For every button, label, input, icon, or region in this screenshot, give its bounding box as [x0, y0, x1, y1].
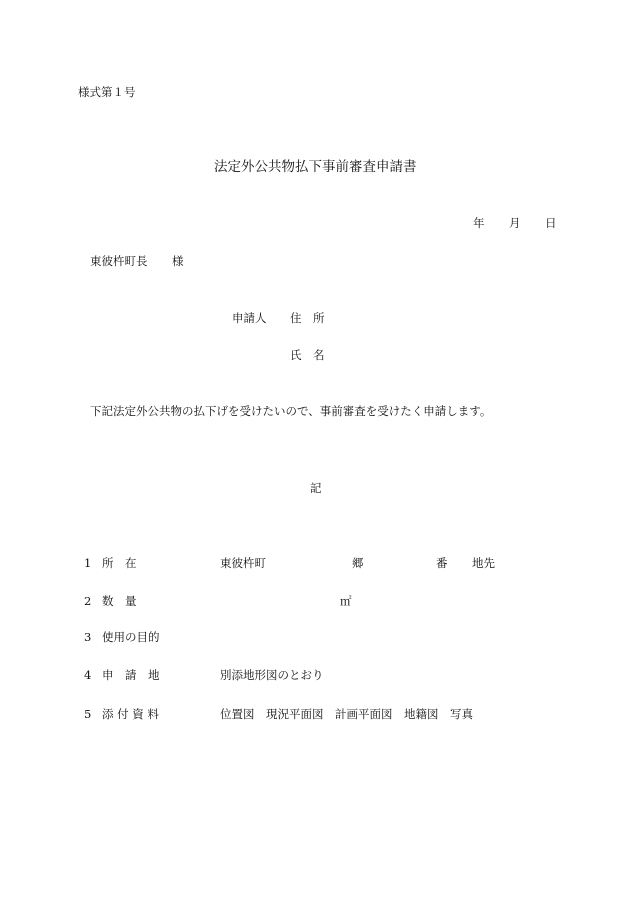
- request-statement: 下記法定外公共物の払下げを受けたいので、事前審査を受けたく申請します。: [90, 404, 492, 418]
- date-year-label: 年: [473, 216, 485, 230]
- date-month-label: 月: [509, 216, 521, 230]
- item-label-application-site: 申 請 地: [102, 668, 160, 682]
- document-title: 法定外公共物払下事前審査申請書: [214, 159, 417, 175]
- item-value-attachments: 位置図 現況平面図 計画平面図 地籍図 写真: [220, 707, 473, 721]
- item-value-town: 東彼杵町: [220, 556, 266, 570]
- item-go-label: 郷: [352, 556, 364, 570]
- item-value-application-site: 別添地形図のとおり: [220, 668, 324, 682]
- date-day-label: 日: [545, 216, 557, 230]
- item-number: 5: [84, 707, 92, 721]
- item-label-attachments: 添 付 資 料: [102, 707, 159, 721]
- item-chisaki-label: 地先: [472, 556, 495, 570]
- item-number: 1: [84, 556, 92, 570]
- form-number: 様式第１号: [78, 85, 136, 99]
- address-label: 住 所: [290, 311, 325, 325]
- item-ban-label: 番: [436, 556, 448, 570]
- ki-heading: 記: [310, 481, 322, 495]
- applicant-label: 申請人: [232, 311, 267, 325]
- item-number: 2: [84, 594, 92, 608]
- item-label-location: 所 在: [102, 556, 137, 570]
- item-label-purpose: 使用の目的: [102, 630, 160, 644]
- addressee-name: 東彼杵町長: [90, 254, 148, 268]
- item-label-quantity: 数 量: [102, 594, 137, 608]
- addressee-honorific: 様: [172, 254, 184, 268]
- item-number: 4: [84, 668, 92, 682]
- item-number: 3: [84, 630, 92, 644]
- name-label: 氏 名: [290, 348, 325, 362]
- item-unit-sqm: ㎡: [340, 594, 352, 608]
